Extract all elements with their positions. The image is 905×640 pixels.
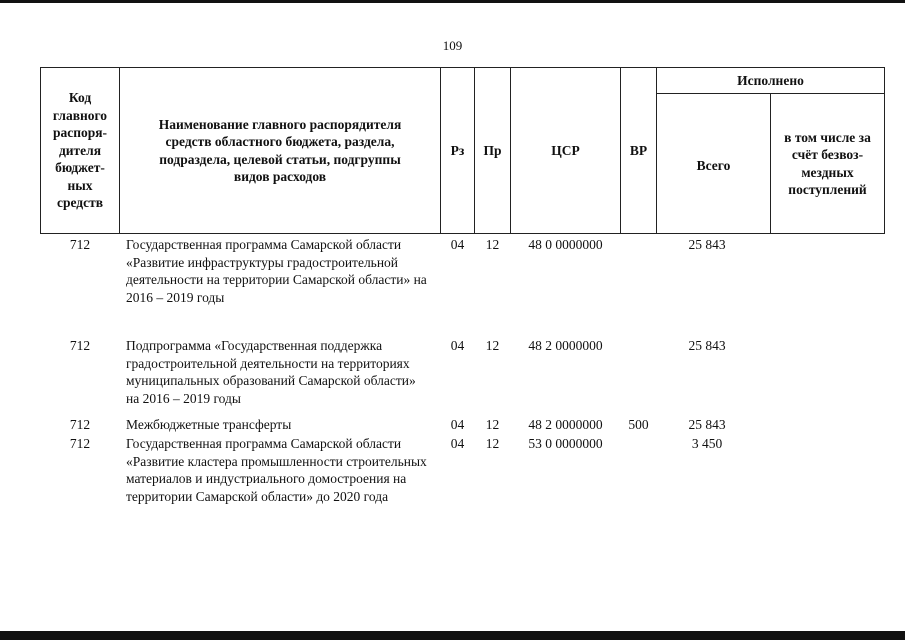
row-rz: 04 [450, 436, 465, 451]
row-code: 712 [69, 237, 91, 252]
row-name: Государственная программа Самарской области «Развитие кластера промышленности строительных материалов и индустриального домостроения на территории Самарской области» до 2020 года [126, 436, 427, 504]
header-code: Код главного распоря-дителя бюджет-ных средств [40, 67, 120, 234]
row-code: 712 [69, 436, 91, 451]
scan-edge-bottom [0, 631, 905, 640]
row-csr: 53 0 0000000 [528, 436, 603, 451]
row-rz: 04 [450, 338, 465, 353]
row-total: 25 843 [688, 338, 726, 353]
row-name: Подпрограмма «Государственная поддержка градостроительной деятельности на территориях муниципальных образований Самарской области» на 2016 – 2019 годы [126, 338, 416, 406]
scan-edge-top [0, 0, 905, 3]
row-pr: 12 [485, 338, 500, 353]
row-name: Межбюджетные трансферты [126, 417, 292, 432]
header-pr: Пр [474, 67, 511, 234]
header-gratuitous: в том числе за счёт безвоз-мездных поступлений [770, 93, 885, 234]
row-rz: 04 [450, 417, 465, 432]
row-name: Государственная программа Самарской области «Развитие инфраструктуры градостроительной деятельности на территории Самарской области» на 2016 – 2019 годы [126, 237, 427, 305]
page-number: 109 [442, 38, 463, 53]
header-csr: ЦСР [510, 67, 621, 234]
row-total: 25 843 [688, 237, 726, 252]
row-total: 25 843 [688, 417, 726, 432]
header-executed: Исполнено [656, 67, 885, 94]
row-pr: 12 [485, 436, 500, 451]
row-code: 712 [69, 338, 91, 353]
row-csr: 48 2 0000000 [528, 338, 603, 353]
header-rz: Рз [440, 67, 475, 234]
row-csr: 48 2 0000000 [528, 417, 603, 432]
row-vr: 500 [628, 417, 649, 432]
row-total: 3 450 [691, 436, 723, 451]
row-pr: 12 [485, 237, 500, 252]
row-rz: 04 [450, 237, 465, 252]
row-code: 712 [69, 417, 91, 432]
header-name: Наименование главного распорядителя средств областного бюджета, раздела, подраздела, целевой статьи, подгруппы видов расходов [119, 67, 441, 234]
row-pr: 12 [485, 417, 500, 432]
header-vr: ВР [620, 67, 657, 234]
header-total: Всего [656, 93, 771, 234]
row-csr: 48 0 0000000 [528, 237, 603, 252]
